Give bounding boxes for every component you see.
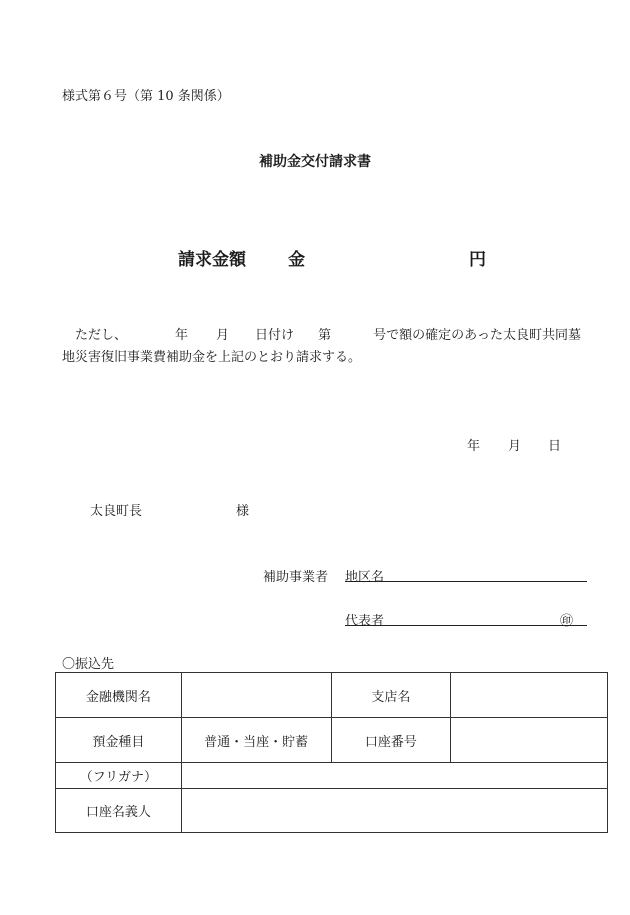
table-row xyxy=(56,763,608,789)
table-row xyxy=(56,718,608,763)
branch-label: 支店名 xyxy=(331,673,451,718)
bank-value[interactable] xyxy=(181,673,331,718)
request-suffix: 号で額の確定のあった太良町共同墓 xyxy=(373,328,581,343)
account-holder-value[interactable] xyxy=(181,789,607,833)
table-row xyxy=(56,789,608,833)
date-month: 月 xyxy=(508,439,522,454)
request-text xyxy=(62,325,612,369)
deposit-type-label: 預金種目 xyxy=(56,718,182,763)
request-text-line-2: 地災害復旧事業費補助金を上記のとおり請求する。 xyxy=(62,350,362,365)
deposit-type-value[interactable]: 普通・当座・貯蓄 xyxy=(181,718,331,763)
request-dai: 第 xyxy=(318,328,332,343)
document-title: 補助金交付請求書 xyxy=(259,154,371,170)
addressee-title: 太良町長 xyxy=(90,504,143,519)
branch-value[interactable] xyxy=(451,673,608,718)
request-prefix: ただし、 xyxy=(62,328,128,343)
date-day: 日 xyxy=(548,439,562,454)
representative-field[interactable] xyxy=(345,610,587,629)
furigana-value[interactable] xyxy=(181,763,607,789)
account-number-label: 口座番号 xyxy=(331,718,451,763)
date-year: 年 xyxy=(467,439,481,454)
form-number: 様式第６号（第 10 条関係） xyxy=(62,89,230,104)
request-day-dated: 日付け xyxy=(255,328,295,343)
amount-kin: 金 xyxy=(288,250,305,270)
applicant-label: 補助事業者 xyxy=(263,570,329,585)
seal-mark: ㊞ xyxy=(559,614,573,629)
amount-label: 請求金額 xyxy=(178,250,246,270)
account-holder-label: 口座名義人 xyxy=(56,789,182,833)
table-row xyxy=(56,673,608,718)
amount-yen: 円 xyxy=(469,250,486,270)
request-year: 年 xyxy=(175,328,189,343)
furigana-label: （フリガナ） xyxy=(56,763,182,789)
bank-account-table xyxy=(55,672,608,833)
transfer-heading: 〇振込先 xyxy=(62,657,115,672)
account-number-value[interactable] xyxy=(451,718,608,763)
request-month: 月 xyxy=(216,328,230,343)
request-text-line-1 xyxy=(62,325,612,347)
addressee-honorific: 様 xyxy=(236,504,250,519)
bank-label: 金融機関名 xyxy=(56,673,182,718)
representative-label: 代表者 xyxy=(345,614,385,629)
district-field[interactable] xyxy=(345,566,587,585)
district-label: 地区名 xyxy=(345,570,385,585)
